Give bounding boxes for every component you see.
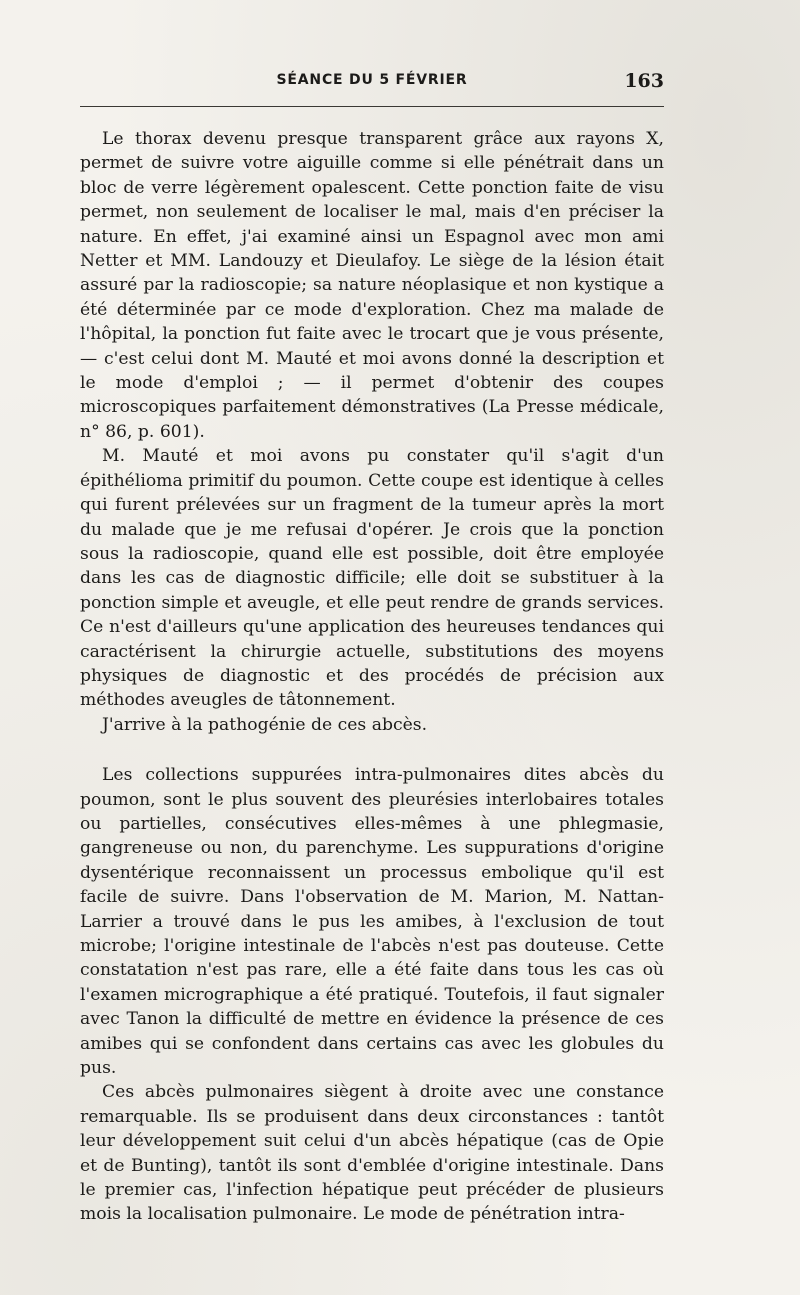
paragraph: Le thorax devenu presque transparent grâce aux rayons X, permet de suivre votre aiguille comme si elle pénétrait dans un bloc de verre légèrement opalescent. Cette ponction faite de visu permet, non seulement de localiser le mal, mais d'en préciser la nature. En effet, j'ai examiné ainsi un Espagnol avec mon ami Netter et MM. Landouzy et Dieulafoy. Le siège de la lésion était assuré par la radioscopie; sa nature néoplasique et non kystique a été déterminée par ce mode d'exploration. Chez ma malade de l'hôpital, la ponction fut faite avec le trocart que je vous présente, — c'est celui dont M. Mauté et moi avons donné la description et le mode d'emploi ; — il permet d'obtenir des coupes microscopiques parfaitement démonstratives (La Presse médicale, n° 86, p. 601). <box>80 129 664 442</box>
paragraph: Ces abcès pulmonaires siègent à droite avec une constance remarquable. Ils se produisent dans deux circonstances : tantôt leur développement suit celui d'un abcès hépatique (cas de Opie et de Bunting), tantôt ils sont d'emblée d'origine intestinale. Dans le premier cas, l'infection hépatique peut précéder de plusieurs mois la localisation pulmonaire. Le mode de pénétration intra- <box>80 1082 664 1225</box>
paragraph: J'arrive à la pathogénie de ces abcès. <box>102 714 428 735</box>
header-rule <box>80 106 664 107</box>
page-number: 163 <box>624 70 664 92</box>
running-title: SÉANCE DU 5 FÉVRIER <box>276 72 468 88</box>
paragraph: M. Mauté et moi avons pu constater qu'il s'agit d'un épithélioma primitif du poumon. Cette coupe est identique à celles qui furent prélevées sur un fragment de la tumeur après la mort du malade que je me refusai d'opérer. Je crois que la ponction sous la radioscopie, quand elle est possible, doit être employée dans les cas de diagnostic difficile; elle doit se substituer à la ponction simple et aveugle, et elle peut rendre de grands services. Ce n'est d'ailleurs qu'une application des heureuses tendances qui caractérisent la chirurgie actuelle, substitutions des moyens physiques de diagnostic et des procédés de précision aux méthodes aveugles de tâtonnement. <box>80 446 664 711</box>
page-header <box>80 72 664 98</box>
body-text <box>80 127 664 1227</box>
paragraph: Les collections suppurées intra-pulmonaires dites abcès du poumon, sont le plus souvent des pleurésies interlobaires totales ou partielles, consécutives elles-mêmes à une phlegmasie, gangreneuse ou non, du parenchyme. Les suppurations d'origine dysentérique reconnaissent un processus embolique qu'il est facile de suivre. Dans l'observation de M. Marion, M. Nattan-Larrier a trouvé dans le pus les amibes, à l'exclusion de tout microbe; l'origine intestinale de l'abcès n'est pas douteuse. Cette constatation n'est pas rare, elle a été faite dans tous les cas où l'examen micrographique a été pratiqué. Toutefois, il faut signaler avec Tanon la difficulté de mettre en évidence la présence de ces amibes qui se confondent dans certains cas avec les globules du pus. <box>80 765 664 1079</box>
